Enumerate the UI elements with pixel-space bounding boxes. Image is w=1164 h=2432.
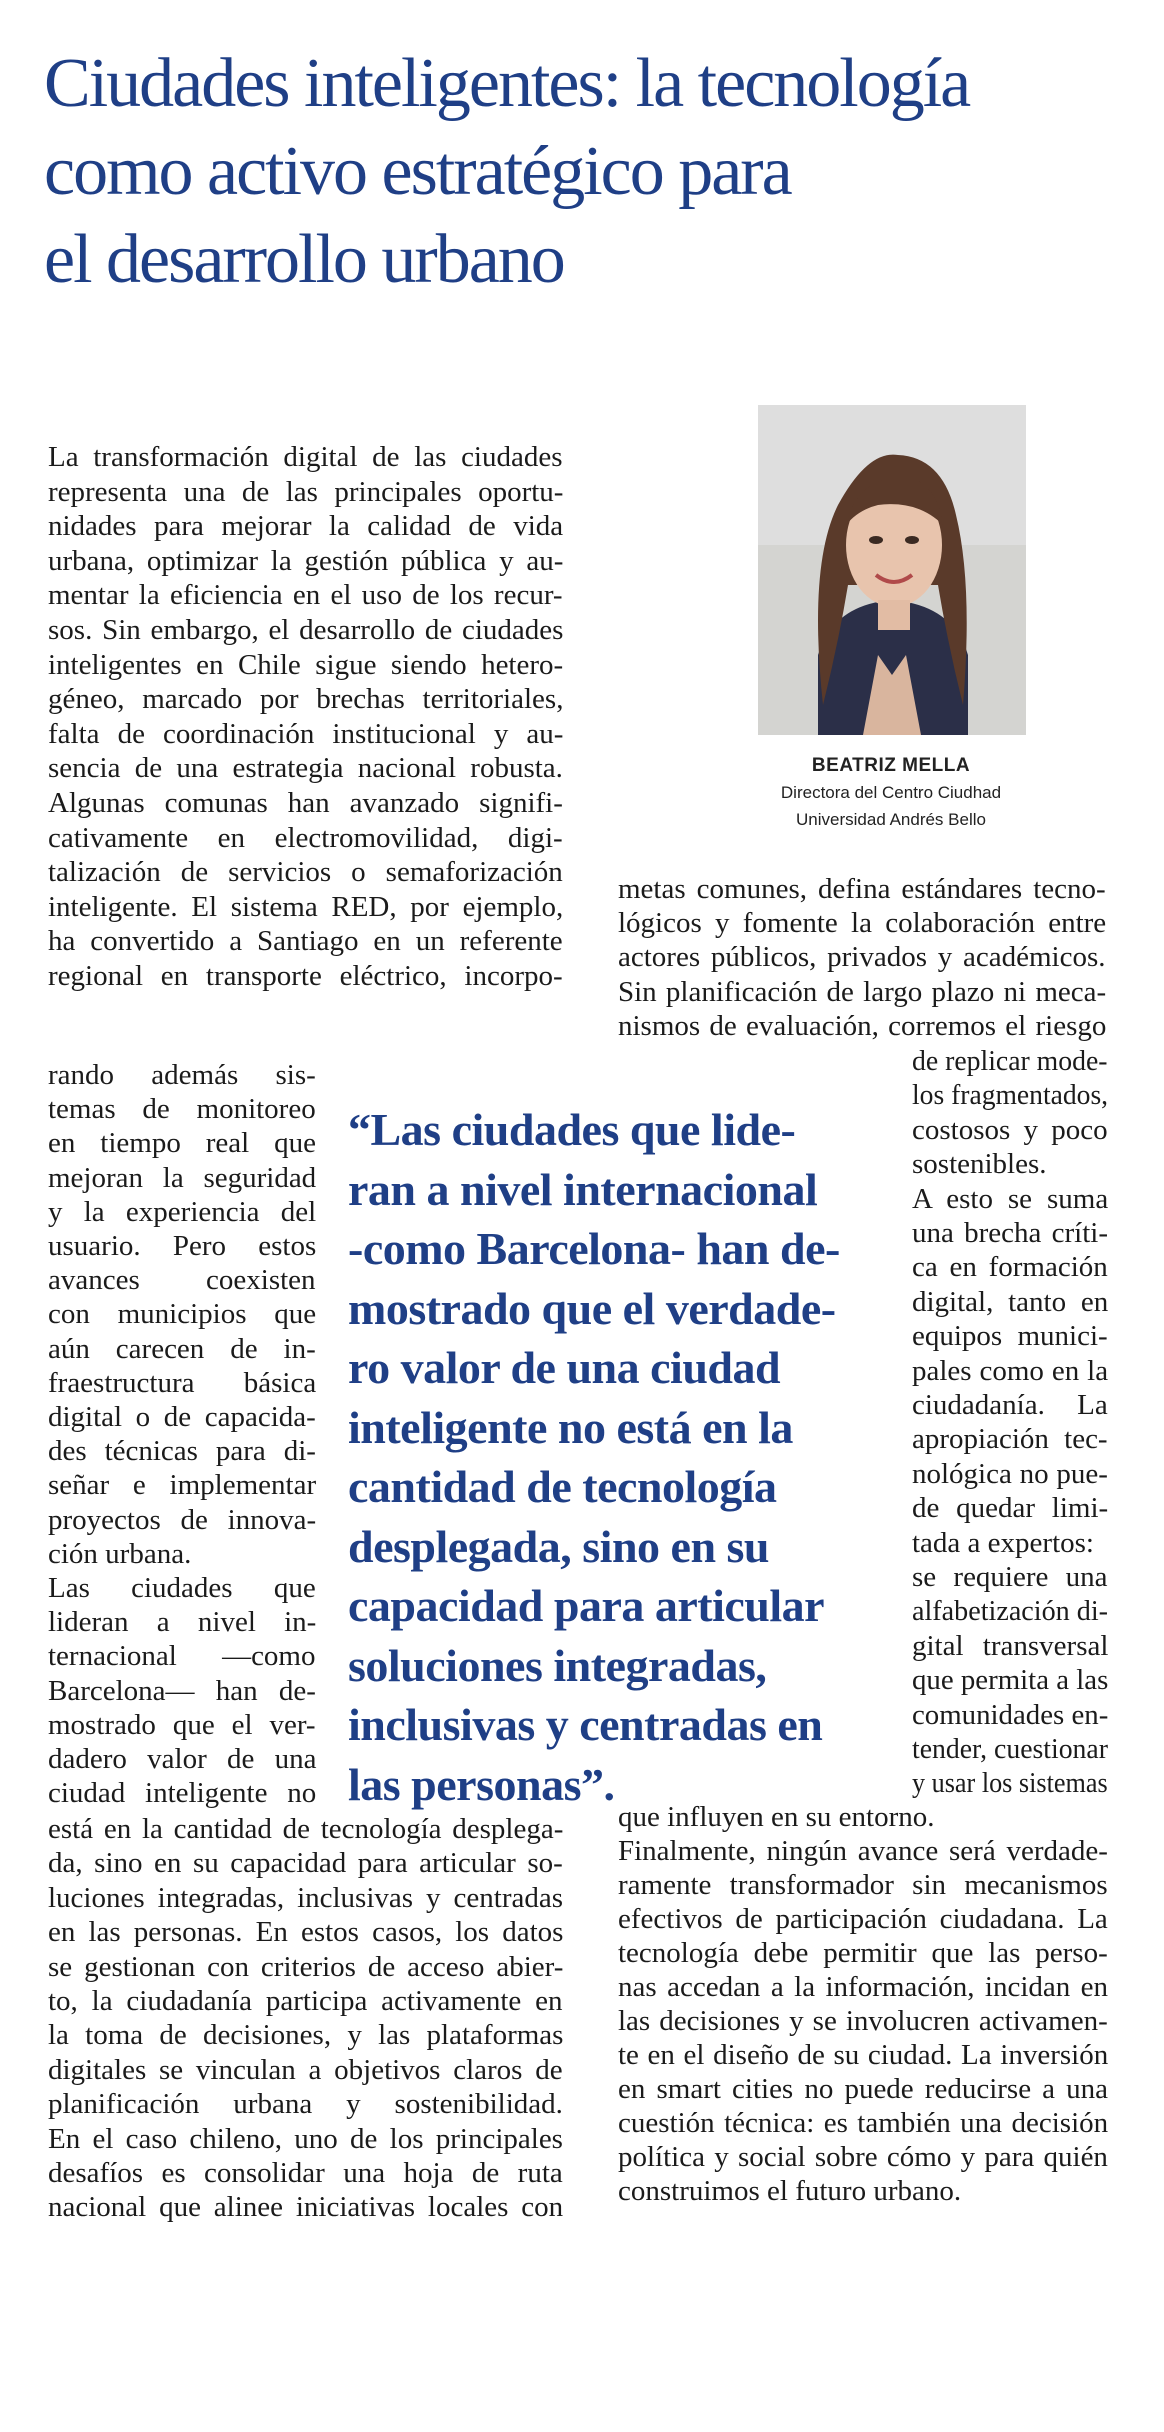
pull-quote-line: inclusivas y centradas en (348, 1699, 823, 1750)
body-text-line: en smart cities no puede reducirse a una (618, 2073, 1109, 2105)
body-text-line: en las personas. En estos casos, los datos (48, 1916, 564, 1948)
pull-quote-line: soluciones integradas, (348, 1639, 767, 1691)
body-text-line: nacional que alinee iniciativas locales con (48, 2191, 564, 2223)
pull-quote-line: capacidad para articular (348, 1580, 825, 1631)
body-text-line: temas de monitoreo (48, 1093, 316, 1125)
body-text-line: digital, tanto en (912, 1286, 1109, 1318)
body-text-line: que permita a las (912, 1664, 1109, 1696)
body-text-line: actores públicos, privados y académicos. (618, 941, 1106, 973)
body-text-line: en tiempo real que (48, 1127, 317, 1159)
title-line: Ciudades inteligentes: la tecnología (44, 45, 970, 122)
body-text-line: digital o de capacida- (48, 1401, 316, 1433)
body-text-line: géneo, marcado por brechas territoriales, (48, 683, 564, 715)
body-text-line: política y social sobre cómo y para quién (618, 2141, 1108, 2173)
body-text-line: de quedar limi- (912, 1492, 1109, 1524)
pull-quote-line: ran a nivel internacional (348, 1163, 818, 1215)
pull-quote-line: mostrado que el verdade- (348, 1282, 836, 1334)
body-text-line: pales como en la (912, 1355, 1109, 1387)
body-text-line: metas comunes, defina estándares tecno- (618, 873, 1106, 905)
body-text-line: alfabetización di- (912, 1595, 1109, 1627)
body-text-line: Finalmente, ningún avance será verdade- (618, 1835, 1108, 1867)
body-text-line: planificación urbana y sostenibilidad. (48, 2088, 563, 2120)
title-line: el desarrollo urbano (44, 221, 564, 298)
body-text-line: inteligentes en Chile sigue siendo hetero- (48, 649, 564, 681)
body-text-line: que influyen en su entorno. (618, 1801, 935, 1833)
pull-quote-line: desplegada, sino en su (348, 1520, 770, 1572)
body-text-line: des técnicas para di- (48, 1435, 316, 1467)
body-text-line: sencia de una estrategia nacional robusta. (48, 752, 563, 784)
pull-quote-line: cantidad de tecnología (348, 1461, 777, 1512)
body-text-line: señar e implementar (48, 1469, 317, 1501)
pull-quote (348, 1100, 908, 1814)
body-text-line: proyectos de innova- (48, 1504, 317, 1536)
body-text-line: ha convertido a Santiago en un referente (48, 925, 563, 957)
body-text-line: ciudadanía. La (912, 1389, 1108, 1421)
body-text-line: lideran a nivel in- (48, 1606, 317, 1638)
body-text-line: ca en formación (912, 1251, 1108, 1283)
body-text-line: En el caso chileno, uno de los principales (48, 2123, 563, 2155)
pull-quote-line: las personas”. (348, 1758, 615, 1810)
body-text-line: costosos y poco (912, 1114, 1108, 1146)
body-text-line: ción urbana. (48, 1538, 192, 1570)
body-text-line: apropiación tec- (912, 1423, 1108, 1455)
body-text-line: dadero valor de una (48, 1743, 317, 1775)
body-text-line: está en la cantidad de tecnología desplega- (48, 1813, 564, 1845)
author-organization: Universidad Andrés Bello (796, 810, 986, 829)
body-text-line: y la experiencia del (48, 1196, 317, 1228)
body-text-line: de replicar mode- (912, 1045, 1108, 1077)
body-text-line: tender, cuestionar (912, 1733, 1108, 1765)
body-text-line: lógicos y fomente la colaboración entre (618, 907, 1107, 939)
body-text-line: avances coexisten (48, 1264, 316, 1296)
body-text-line: mejoran la seguridad (48, 1162, 317, 1194)
body-text-line: A esto se suma (912, 1183, 1109, 1215)
body-text-line: ramente transformador sin mecanismos (618, 1869, 1108, 1901)
title-line: como activo estratégico para (44, 133, 791, 210)
body-text-line: tecnología debe permitir que las perso- (618, 1937, 1108, 1969)
body-text-line: desafíos es consolidar una hoja de ruta (48, 2157, 563, 2189)
body-text-line: aún carecen de in- (48, 1333, 316, 1365)
body-text-line: Sin planificación de largo plazo ni meca- (618, 976, 1107, 1008)
body-text-line: las decisiones y se involucren activamen- (618, 2005, 1108, 2037)
body-text-line: con municipios que (48, 1298, 317, 1330)
body-text-line: se requiere una (912, 1561, 1108, 1593)
body-text-line: to, la ciudadanía participa activamente en (48, 1985, 563, 2017)
body-text-line: y usar los sistemas (912, 1767, 1108, 1799)
body-text-line: da, sino en su capacidad para articular so- (48, 1847, 563, 1879)
author-photo (758, 405, 1026, 735)
body-text-line: comunidades en- (912, 1699, 1109, 1731)
body-text-line: una brecha críti- (912, 1217, 1109, 1249)
body-text-line: nismos de evaluación, corremos el riesgo (618, 1010, 1107, 1042)
body-text-line: La transformación digital de las ciudades (48, 441, 563, 473)
body-text-line: te en el diseño de su ciudad. La inversión (618, 2039, 1109, 2071)
body-text-line: nas accedan a la información, incidan en (618, 1971, 1109, 2003)
body-text-line: gital transversal (912, 1630, 1109, 1662)
body-text-line: cativamente en electromovilidad, digi- (48, 822, 563, 854)
pull-quote-line: -como Barcelona- han de- (348, 1223, 840, 1274)
body-text-line: Las ciudades que (48, 1572, 316, 1604)
portrait-image (758, 405, 1026, 735)
body-text-line: tada a expertos: (912, 1527, 1094, 1559)
body-text-line: cuestión técnica: es también una decisión (618, 2107, 1109, 2139)
body-text-line: se gestionan con criterios de acceso abier- (48, 1951, 564, 1983)
body-text-line: rando además sis- (48, 1059, 316, 1091)
body-text-line: la toma de decisiones, y las plataformas (48, 2019, 564, 2051)
body-text-line: Algunas comunas han avanzado signifi- (48, 787, 563, 819)
body-text-line: luciones integradas, inclusivas y centradas (48, 1882, 564, 1914)
body-text-line: nológica no pue- (912, 1458, 1108, 1490)
author-name: BEATRIZ MELLA (811, 755, 971, 776)
body-text-line: representa una de las principales oportu- (48, 476, 564, 508)
body-text-line: fraestructura básica (48, 1367, 317, 1399)
body-text-line: mentar la eficiencia en el uso de los recur- (48, 579, 563, 611)
body-text-line: equipos munici- (912, 1320, 1108, 1352)
body-text-line: Barcelona— han de- (48, 1675, 316, 1707)
body-text-line: efectivos de participación ciudadana. La (618, 1903, 1108, 1935)
body-text-line: falta de coordinación institucional y au- (48, 718, 564, 750)
body-text-line: sos. Sin embargo, el desarrollo de ciudades (48, 614, 564, 646)
body-text-line: inteligente. El sistema RED, por ejemplo, (48, 891, 564, 923)
article-title (44, 40, 1144, 304)
body-text-line: ternacional —como (48, 1640, 316, 1672)
body-text-line: sostenibles. (912, 1148, 1047, 1180)
body-text-line: construimos el futuro urbano. (618, 2175, 962, 2207)
body-text-line: ciudad inteligente no (48, 1777, 317, 1809)
body-text-line: los fragmentados, (912, 1079, 1109, 1111)
pull-quote-line: inteligente no está en la (348, 1401, 793, 1453)
pull-quote-line: ro valor de una ciudad (348, 1342, 781, 1393)
pull-quote-line: “Las ciudades que lide- (348, 1104, 796, 1155)
author-role: Directora del Centro Ciudhad (780, 783, 1002, 802)
body-text-line: nidades para mejorar la calidad de vida (48, 510, 564, 542)
body-text-line: regional en transporte eléctrico, incorpo- (48, 960, 563, 992)
body-text-line: digitales se vinculan a objetivos claros de (48, 2054, 563, 2086)
body-text-line: talización de servicios o semaforización (48, 856, 563, 888)
body-text-line: mostrado que el ver- (48, 1709, 316, 1741)
body-text-line: usuario. Pero estos (48, 1230, 317, 1262)
body-text-line: urbana, optimizar la gestión pública y au- (48, 545, 564, 577)
